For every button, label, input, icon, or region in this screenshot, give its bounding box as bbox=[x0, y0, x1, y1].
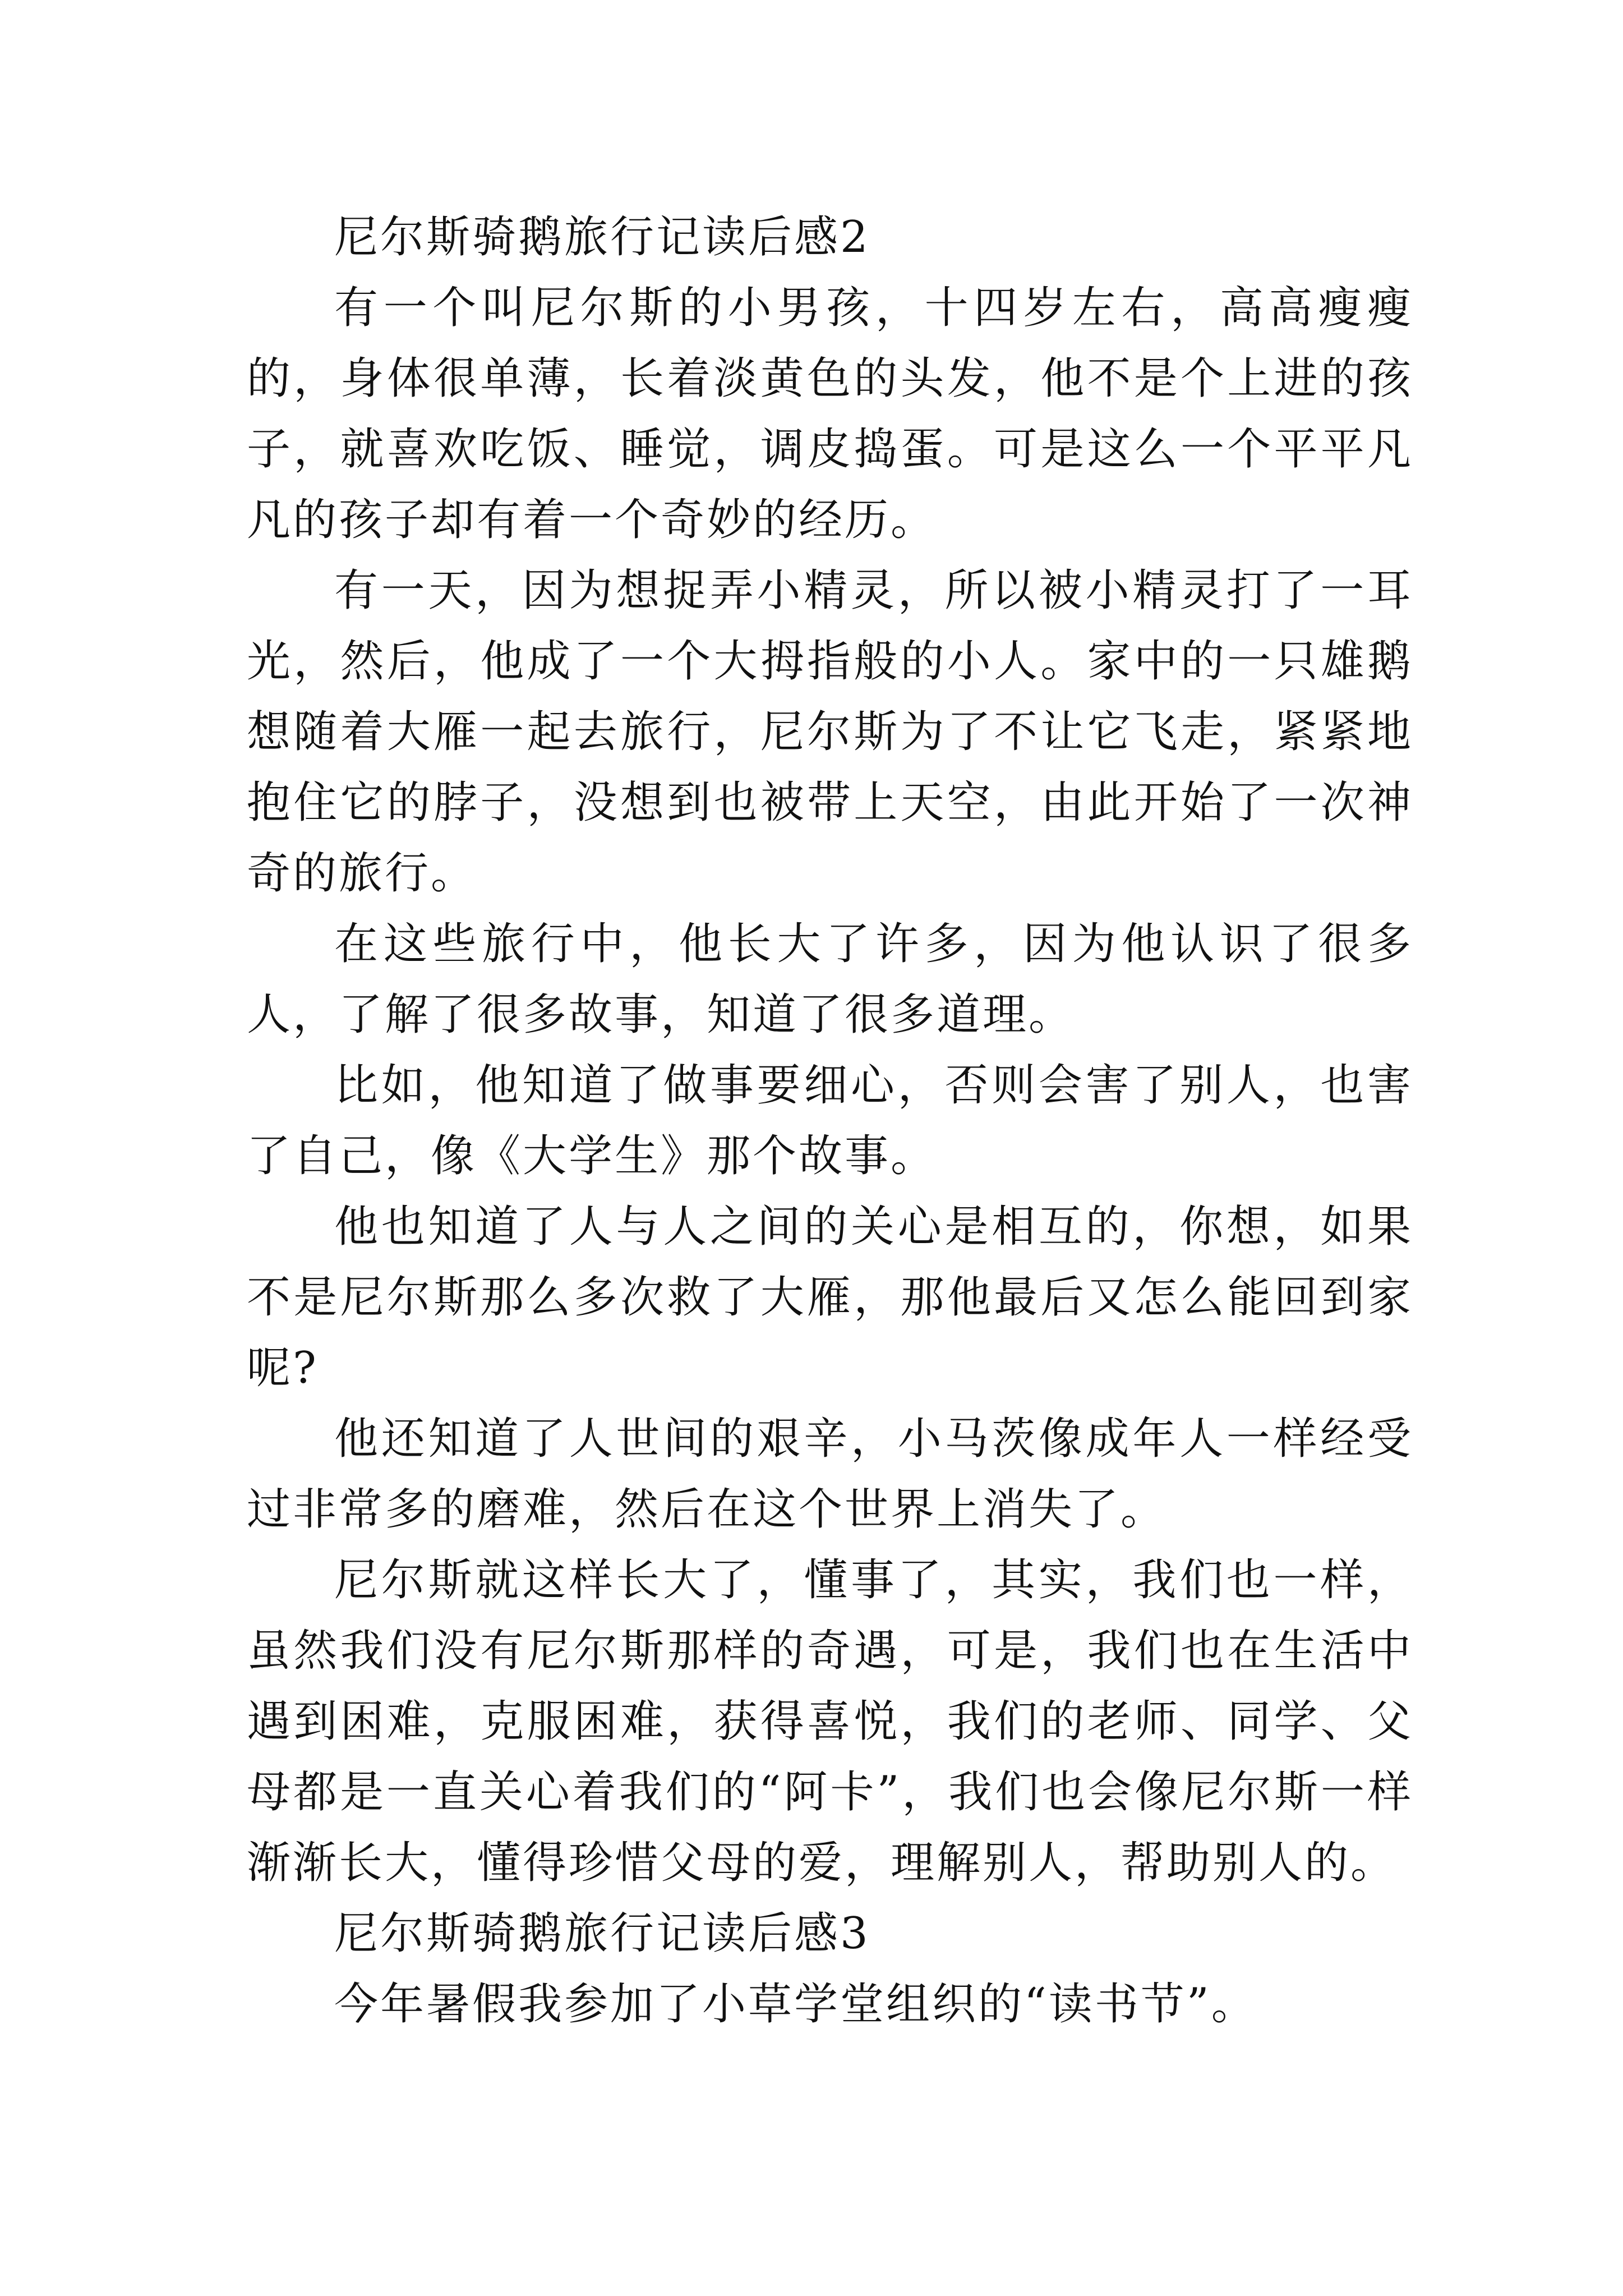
paragraph: 在这些旅行中，他长大了许多，因为他认识了很多人，了解了很多故事，知道了很多道理。 bbox=[247, 919, 1413, 1040]
paragraph: 尼尔斯就这样长大了，懂事了，其实，我们也一样，虽然我们没有尼尔斯那样的奇遇，可是，我们也在生活中遇到困难，克服困难，获得喜悦，我们的老师、同学、父母都是一直关心着我们的“阿卡”，我们也会像尼尔斯一样渐渐长大，懂得珍惜父母的爱，理解别人，帮助别人的。 bbox=[247, 1555, 1413, 1888]
paragraph: 他还知道了人世间的艰辛，小马茨像成年人一样经受过非常多的磨难，然后在这个世界上消失了。 bbox=[247, 1414, 1413, 1535]
paragraph: 他也知道了人与人之间的关心是相互的，你想，如果不是尼尔斯那么多次救了大雁，那他最后又怎么能回到家呢? bbox=[247, 1202, 1413, 1393]
paragraph: 比如，他知道了做事要细心，否则会害了别人，也害了自己，像《大学生》那个故事。 bbox=[247, 1060, 1413, 1181]
document-body bbox=[247, 202, 1413, 2040]
essay-title-2: 尼尔斯骑鹅旅行记读后感2 bbox=[334, 212, 870, 263]
paragraph: 今年暑假我参加了小草学堂组织的“读书节”。 bbox=[334, 1979, 1257, 2030]
paragraph: 有一个叫尼尔斯的小男孩，十四岁左右，高高瘦瘦的，身体很单薄，长着淡黄色的头发，他不是个上进的孩子，就喜欢吃饭、睡觉，调皮捣蛋。可是这么一个平平凡凡的孩子却有着一个奇妙的经历。 bbox=[247, 283, 1413, 545]
paragraph: 有一天，因为想捉弄小精灵，所以被小精灵打了一耳光，然后，他成了一个大拇指般的小人。家中的一只雄鹅想随着大雁一起去旅行，尼尔斯为了不让它飞走，紧紧地抱住它的脖子，没想到也被带上天空，由此开始了一次神奇的旅行。 bbox=[247, 565, 1413, 899]
essay-title-3: 尼尔斯骑鹅旅行记读后感3 bbox=[334, 1908, 870, 1959]
